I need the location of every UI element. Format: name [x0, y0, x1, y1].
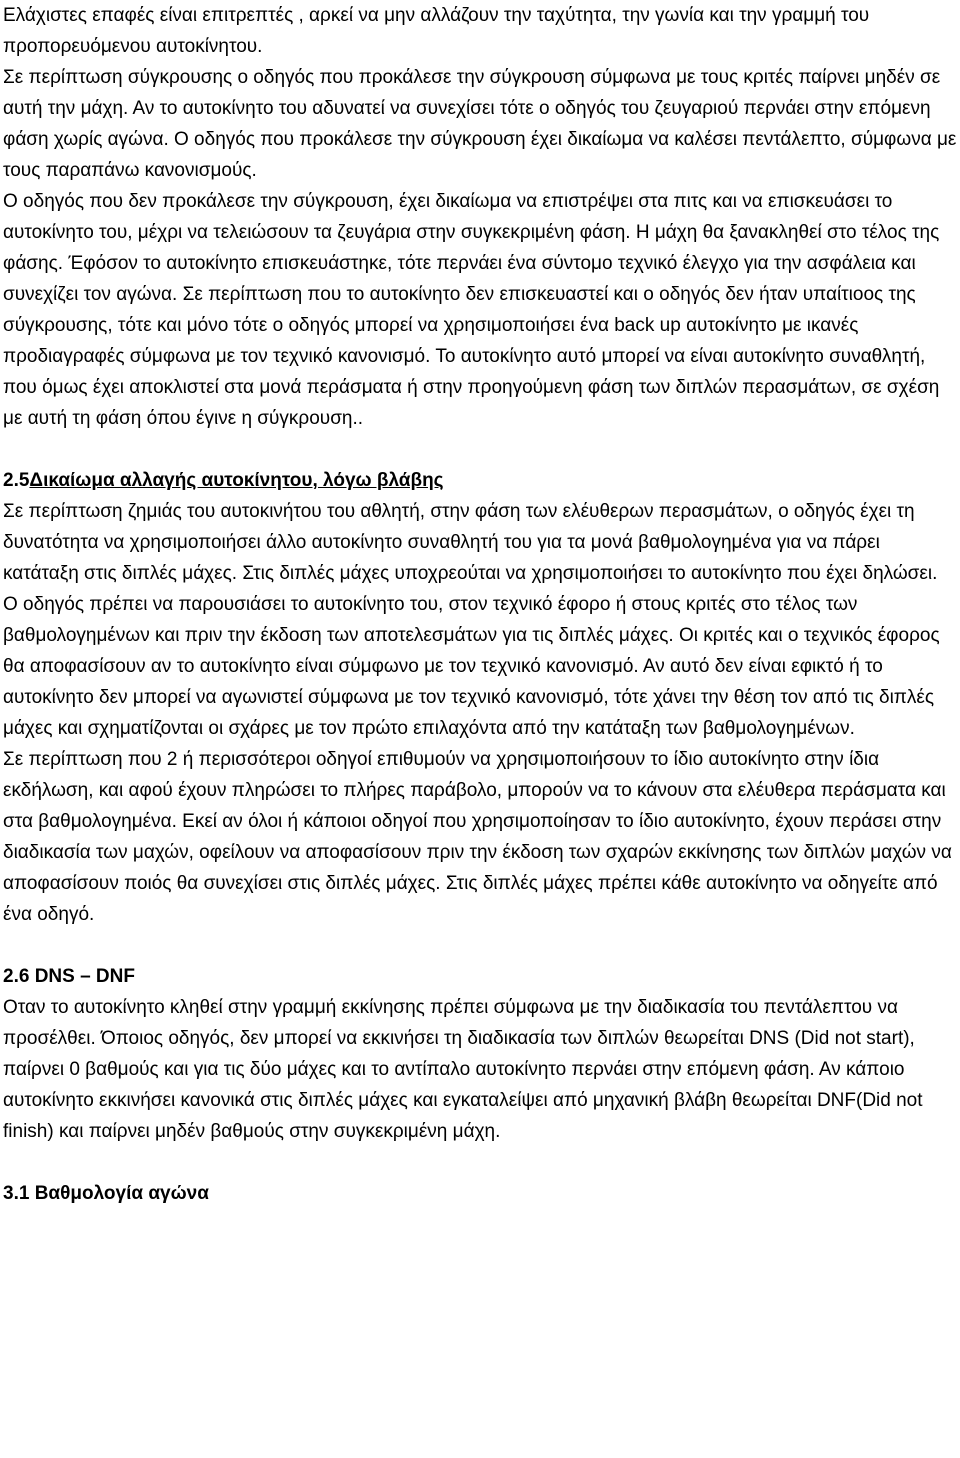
paragraph-damage-free-runs: Σε περίπτωση ζημιάς του αυτοκινήτου του αθλητή, στην φάση των ελέυθερων περασμάτων, ο οδηγός έχει τη δυνατότητα να χρησιμοποιήσει άλλο αυτοκίνητο συναθλητή του για τα μονά βαθμολογημένα για να πάρει κατάταξη στις διπλές μάχες. Στις διπλές μάχες υποχρεούται να χρησιμοποιήσει το αυτοκίνητο που έχει δηλώσει. — [3, 501, 938, 584]
heading-2-5-number: 2.5 — [3, 470, 30, 491]
heading-2-6: 2.6 DNS – DNF — [3, 966, 135, 987]
heading-2-5 — [3, 465, 957, 496]
document-page — [3, 0, 957, 1209]
paragraph-technical-inspection: Ο οδηγός πρέπει να παρουσιάσει το αυτοκίνητο του, στον τεχνικό έφορο ή στους κριτές στο τέλος των βαθμολογημένων και πριν την έκδοση των αποτελεσμάτων για τις διπλές μάχες. Οι κριτές και ο τεχνικός έφορος θα αποφασίσουν αν το αυτοκίνητο είναι σύμφωνο με τον τεχνικό κανονισμό. Αν αυτό δεν είναι εφικτό ή το αυτοκίνητο δεν μπορεί να αγωνιστεί σύμφωνα με τον τεχνικό κανονισμό, τότε χάνει την θέση τον από τις διπλές μάχες και σχηματίζονται οι σχάρες με τον πρώτο επιλαχόντα από την κατάταξη των βαθμολογημένων. — [3, 594, 940, 739]
heading-2-5-title: Δικαίωμα αλλαγής αυτοκίνητου, λόγω βλάβης — [29, 470, 444, 491]
spacer — [3, 434, 957, 465]
paragraph-contact-rules: Ελάχιστες επαφές είναι επιτρεπτές , αρκεί να μην αλλάζουν την ταχύτητα, την γωνία και την γραμμή του προπορευόμενου αυτοκίνητου. — [3, 5, 870, 57]
paragraph-collision-penalty: Σε περίπτωση σύγκρουσης ο οδηγός που προκάλεσε την σύγκρουση σύμφωνα με τους κριτές παίρνει μηδέν σε αυτή την μάχη. Αν το αυτοκίνητο του αδυνατεί να συνεχίσει τότε ο οδηγός του ζευγαριού περνάει στην επόμενη φάση χωρίς αγώνα. Ο οδηγός που προκάλεσε την σύγκρουση έχει δικαίωμα να καλέσει πεντάλεπτο, σύμφωνα με τους παραπάνω κανονισμούς. — [3, 67, 957, 181]
paragraph-dns-dnf: Οταν το αυτοκίνητο κληθεί στην γραμμή εκκίνησης πρέπει σύμφωνα με την διαδικασία του πεντάλεπτου να προσέλθει. Όποιος οδηγός, δεν μπορεί να εκκινήσει τη διαδικασία των διπλών θεωρείται DNS (Did not start), παίρνει 0 βαθμούς και για τις δύο μάχες και το αντίπαλο αυτοκίνητο περνάει στην επόμενη φάση. Αν κάποιο αυτοκίνητο εκκινήσει κανονικά στις διπλές μάχες και εγκαταλείψει από μηχανική βλάβη θεωρείται DNF(Did not finish) και παίρνει μηδέν βαθμούς στην συγκεκριμένη μάχη. — [3, 997, 923, 1142]
spacer — [3, 1147, 957, 1178]
paragraph-collision-repair: Ο οδηγός που δεν προκάλεσε την σύγκρουση, έχει δικαίωμα να επιστρέψει στα πιτς και να επισκευάσει το αυτοκίνητο του, μέχρι να τελειώσουν τα ζευγάρια στην συγκεκριμένη φάση. Η μάχη θα ξανακληθεί στο τέλος της φάσης. Έφόσον το αυτοκίνητο επισκευάστηκε, τότε περνάει ένα σύντομο τεχνικό έλεγχο για την ασφάλεια και συνεχίζει τον αγώνα. Σε περίπτωση που το αυτοκίνητο δεν επισκευαστεί και ο οδηγός δεν ήταν υπαίτιοος της σύγκρουσης, τότε και μόνο τότε ο οδηγός μπορεί να χρησιμοποιήσει ένα back up αυτοκίνητο με ικανές προδιαγραφές σύμφωνα με τον τεχνικό κανονισμό. Το αυτοκίνητο αυτό μπορεί να είναι αυτοκίνητο συναθλητή, που όμως έχει αποκλιστεί στα μονά περάσματα ή στην προηγούμενη φάση των διπλών περασμάτων, σε σχέση με αυτή τη φάση όπου έγινε η σύγκρουση.. — [3, 191, 940, 429]
heading-3-1: 3.1 Βαθμολογία αγώνα — [3, 1183, 209, 1204]
paragraph-shared-car: Σε περίπτωση που 2 ή περισσότεροι οδηγοί επιθυμούν να χρησιμοποιήσουν το ίδιο αυτοκίνητο στην ίδια εκδήλωση, και αφού έχουν πληρώσει το πλήρες παράβολο, μπορούν να το κάνουν στα ελέυθερα περάσματα και στα βαθμολογημένα. Εκεί αν όλοι ή κάποιοι οδηγοί που χρησιμοποίησαν το ίδιο αυτοκίνητο, έχουν περάσει στην διαδικασία των μαχών, οφείλουν να αποφασίσουν πριν την έκδοση των σχαρών εκκίνησης των διπλών μαχών να αποφασίσουν ποιός θα συνεχίσει στις διπλές μάχες. Στις διπλές μάχες πρέπει κάθε αυτοκίνητο να οδηγείτε από ένα οδηγό. — [3, 749, 952, 925]
spacer — [3, 930, 957, 961]
